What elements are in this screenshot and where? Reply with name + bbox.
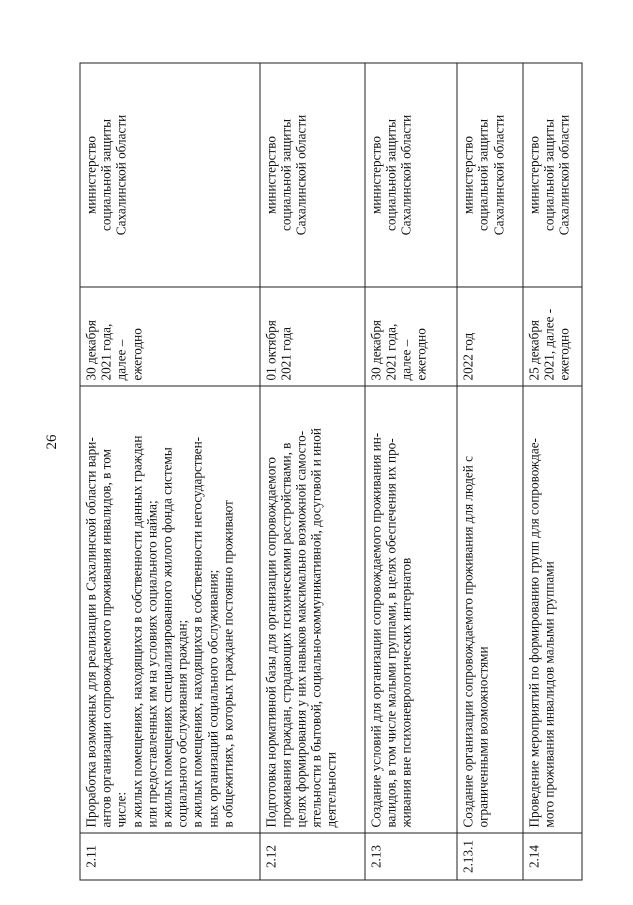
page-number: 26: [44, 434, 60, 450]
row-description-line: ограниченными возможностями: [475, 645, 491, 827]
row-deadline-line: далее –: [398, 339, 414, 380]
row-description-line: проживания граждан, страдающих психическими расстройствами, в: [278, 442, 294, 827]
row-executor-line: социальной защиты: [383, 118, 399, 231]
row-executor: [260, 63, 365, 287]
table-row: [365, 63, 458, 880]
row-executor: [523, 63, 582, 287]
row-description-line: Проработка возможных для реализации в Сахалинской области вари-: [83, 436, 99, 827]
row-deadline-line: 01 октября: [263, 319, 279, 380]
row-number: 2.11: [80, 833, 260, 880]
row-deadline-line: 30 декабря: [368, 319, 384, 380]
row-description-line: живания вне психоневрологических интернатов: [398, 557, 414, 827]
row-description-line: в жилых помещениях, находящихся в собственности данных граждан: [129, 435, 145, 827]
row-description: [365, 386, 458, 833]
row-executor-line: министерство: [460, 135, 476, 214]
table-row: [523, 63, 582, 880]
row-executor: [457, 63, 522, 287]
row-number: 2.14: [523, 833, 582, 880]
row-description: [457, 386, 522, 833]
row-executor-line: Сахалинской области: [293, 114, 309, 235]
row-description: [80, 386, 260, 833]
row-description: [523, 386, 582, 833]
row-deadline: [260, 287, 365, 386]
row-deadline: [523, 287, 582, 386]
row-deadline-line: ежегодно: [129, 327, 145, 380]
row-executor-line: министерство: [83, 135, 99, 214]
row-number: 2.13.1: [457, 833, 522, 880]
row-deadline-line: 2021, далее -: [541, 308, 557, 380]
row-executor: [365, 63, 458, 287]
row-description-line: антов организации сопровождаемого проживания инвалидов, в том: [98, 448, 114, 827]
row-executor-line: Сахалинской области: [491, 114, 506, 235]
row-description-line: в жилых помещениях, находящихся в собственности негосударствен-: [189, 436, 205, 827]
row-description: [260, 386, 365, 833]
row-description-line: мого проживания инвалидов малыми группами: [541, 560, 557, 827]
row-deadline: [80, 287, 260, 386]
row-executor-line: социальной защиты: [541, 118, 557, 231]
row-deadline: [457, 287, 522, 386]
row-deadline-line: ежегодно: [556, 327, 572, 380]
row-description-line: Проведение мероприятий по формированию групп для сопровождае-: [526, 437, 542, 827]
row-deadline-line: ежегодно: [413, 327, 429, 380]
row-description-line: Создание условий для организации сопровождаемого проживания ин-: [368, 432, 384, 827]
row-description-line: деятельности: [323, 751, 339, 827]
plan-table: [80, 62, 583, 880]
row-executor-line: Сахалинской области: [556, 114, 572, 235]
row-description-line: или предоставленных им на условиях социального найма;: [144, 499, 160, 827]
table-row: [80, 63, 260, 880]
row-executor-line: социальной защиты: [278, 118, 294, 231]
row-deadline-line: 2021 года: [278, 326, 294, 380]
row-description-line: Создание организации сопровождаемого проживания для людей с: [460, 455, 476, 827]
table-row: [260, 63, 365, 880]
row-description-line: в жилых помещениях специализированного жилого фонда системы: [159, 446, 175, 827]
row-description-line: ятельности в бытовой, социально-коммуникативной, досуговой и иной: [308, 427, 324, 827]
row-executor-line: министерство: [263, 135, 279, 214]
row-deadline-line: 2021 года,: [383, 323, 399, 380]
row-deadline: [365, 287, 458, 386]
row-executor-line: Сахалинской области: [113, 114, 129, 235]
row-deadline-line: 30 декабря: [83, 319, 99, 380]
row-description-line: числе:: [113, 791, 129, 827]
row-description-line: целях формирования у них навыков максимально возможной самосто-: [293, 430, 309, 827]
row-executor: [80, 63, 260, 287]
row-description-line: социального обслуживания граждан;: [174, 619, 190, 827]
row-deadline-line: 2021 года,: [98, 323, 114, 380]
table-row: [457, 63, 522, 880]
row-executor-line: социальной защиты: [98, 118, 114, 231]
row-number: 2.13: [365, 833, 458, 880]
row-executor-line: социальной защиты: [475, 118, 491, 231]
row-description-line: ных организаций социального обслуживания;: [205, 569, 221, 827]
row-deadline-line: далее –: [113, 339, 129, 380]
row-description-line: Подготовка нормативной базы для организации сопровождаемого: [263, 456, 279, 827]
row-executor-line: министерство: [526, 135, 542, 214]
row-description-line: в общежитиях, в которых граждане постоянно проживают: [220, 499, 236, 827]
row-deadline-line: 2022 год: [460, 332, 476, 380]
row-executor-line: Сахалинской области: [398, 114, 414, 235]
row-number: 2.12: [260, 833, 365, 880]
plan-table-rotated: [80, 62, 583, 880]
row-executor-line: министерство: [368, 135, 384, 214]
row-description-line: валидов, в том числе малыми группами, в целях обеспечения их про-: [383, 437, 399, 827]
row-deadline-line: 25 декабря: [526, 319, 542, 380]
